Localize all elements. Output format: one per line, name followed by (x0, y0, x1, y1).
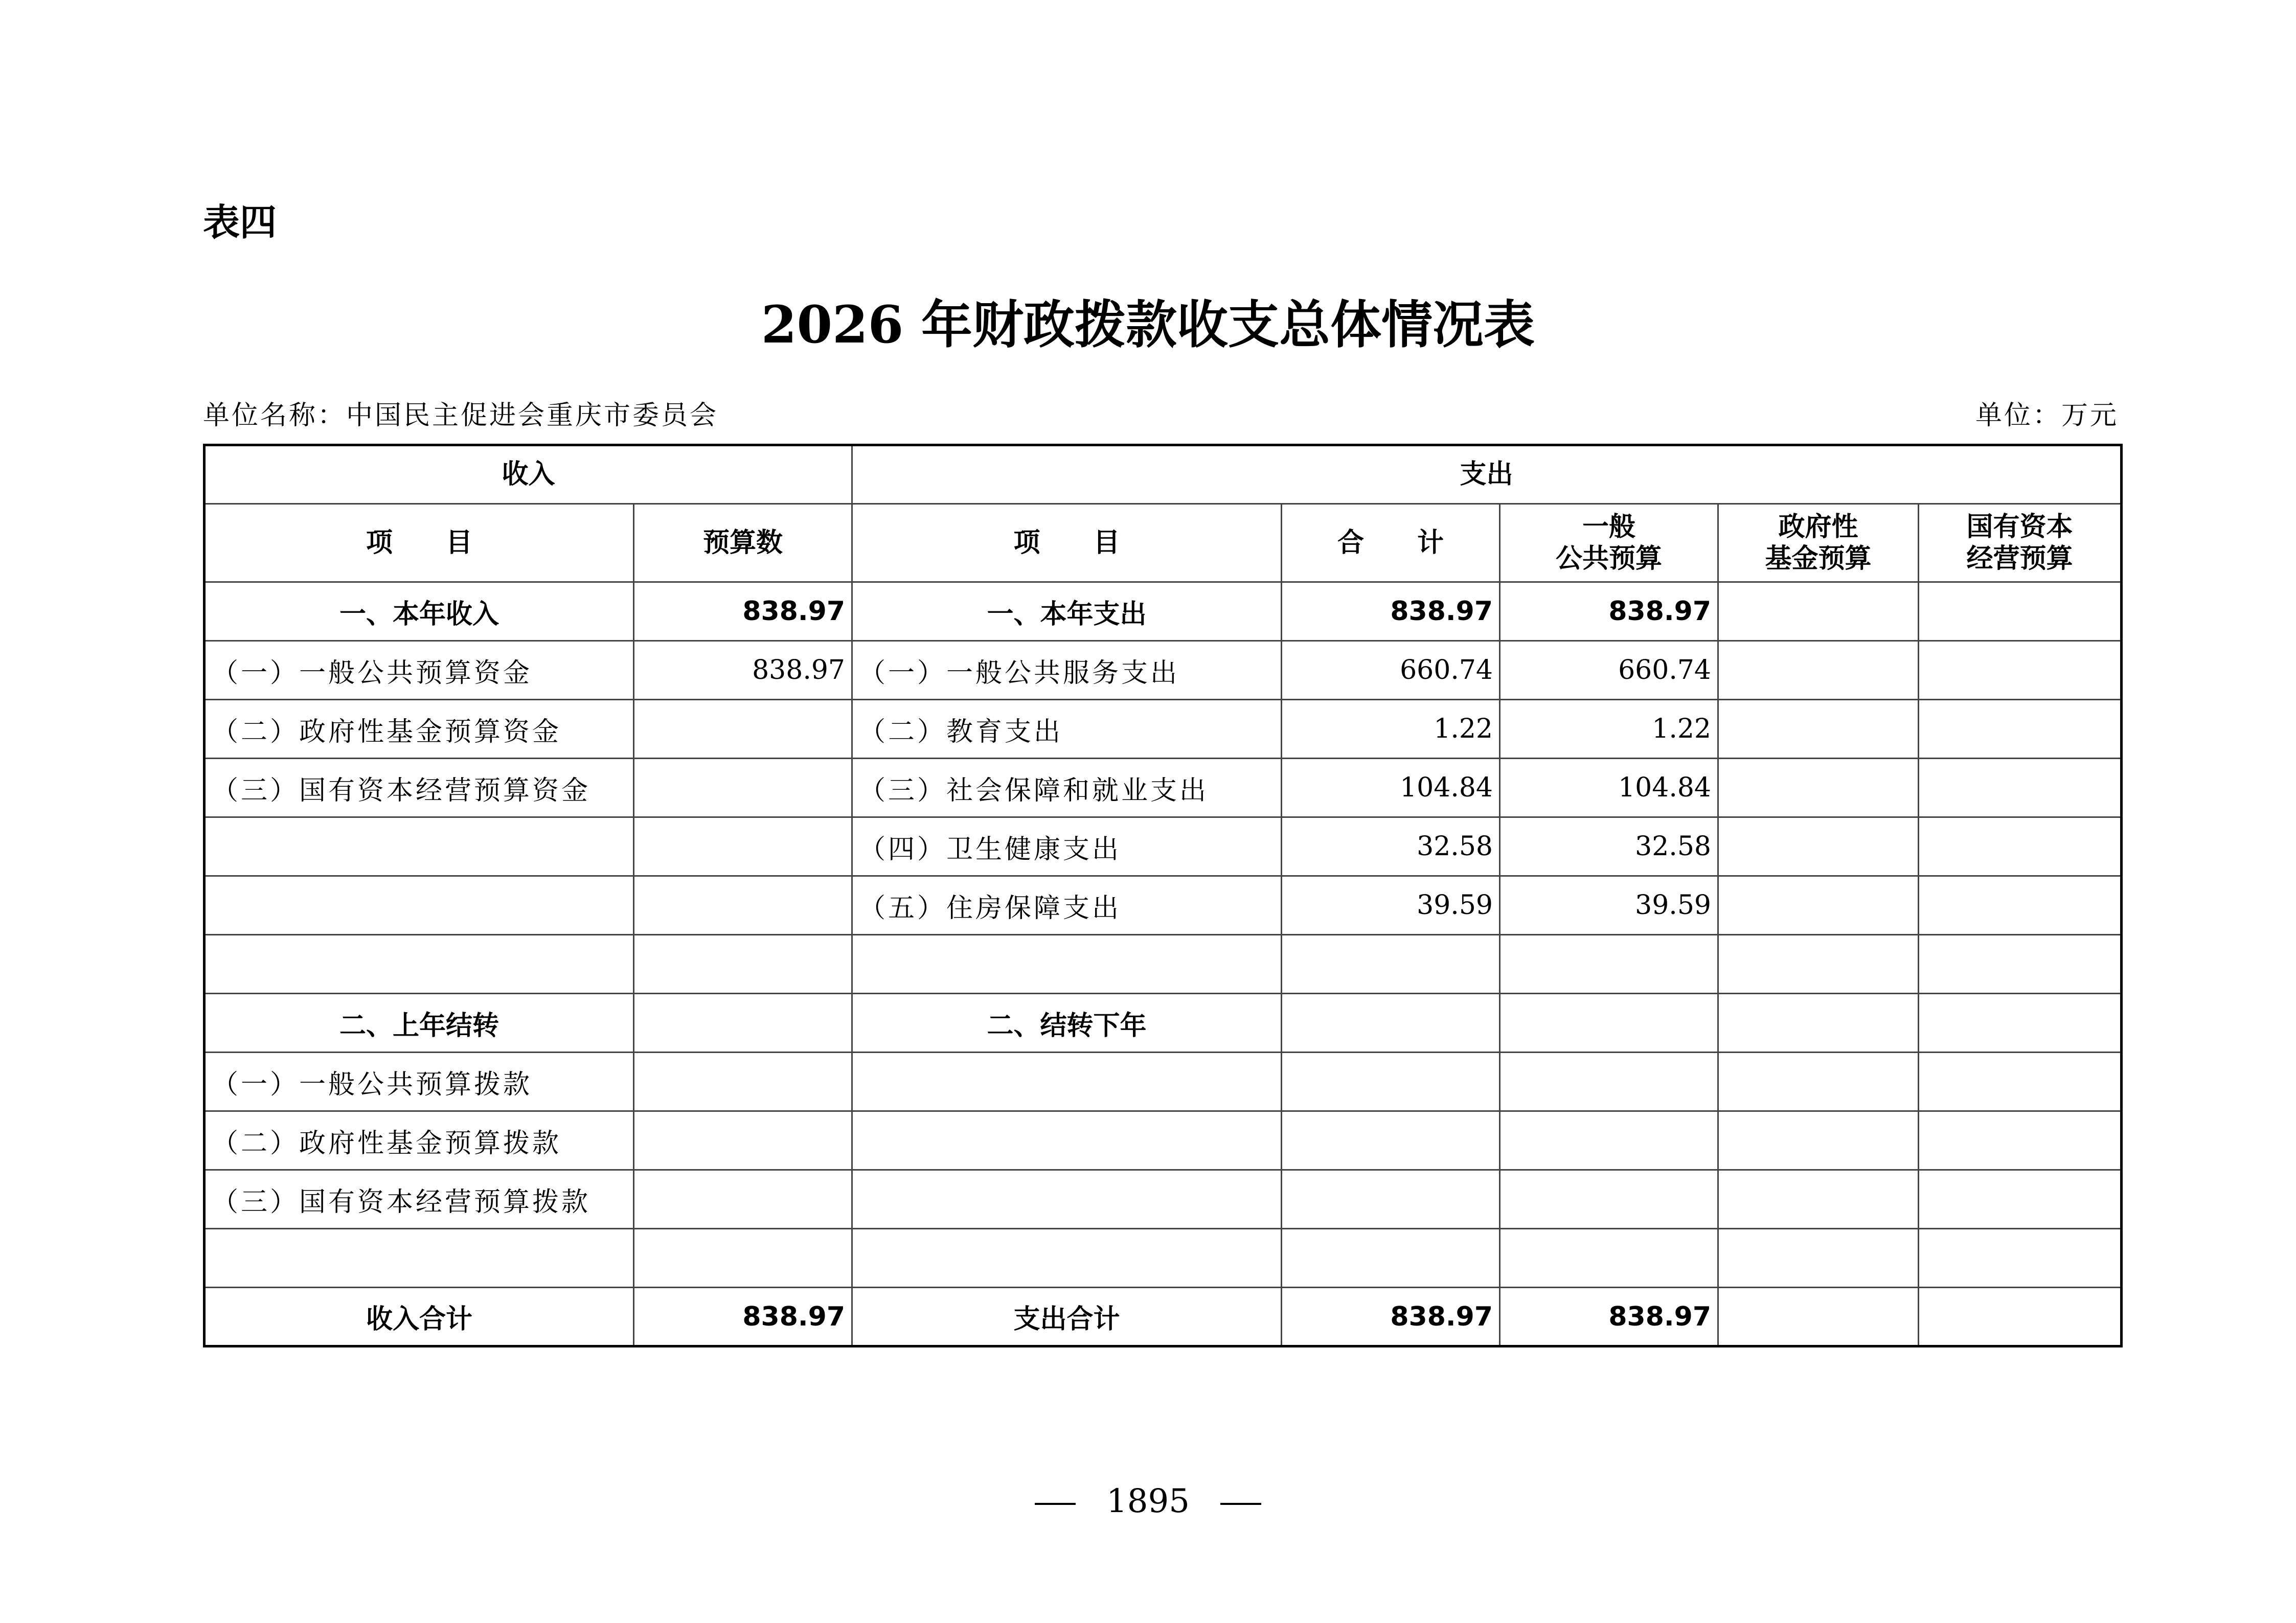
table-row (204, 876, 2122, 935)
col-header-state-capital-budget: 国有资本 经营预算 (1919, 504, 2122, 582)
expense-total-cell: 104.84 (1282, 759, 1500, 817)
income-value-cell (634, 1170, 852, 1229)
expense-fund-cell (1718, 1229, 1919, 1288)
income-item-cell: （一）一般公共预算拨款 (204, 1053, 634, 1111)
expense-state-cell (1919, 817, 2122, 876)
table-row (204, 641, 2122, 700)
expense-item-cell: （二）教育支出 (852, 700, 1282, 759)
income-value-cell: 838.97 (634, 1288, 852, 1346)
table-row (204, 759, 2122, 817)
table-row (204, 935, 2122, 994)
table-row (204, 817, 2122, 876)
expense-general-cell: 32.58 (1500, 817, 1718, 876)
expense-item-cell (852, 1053, 1282, 1111)
expense-item-cell (852, 1229, 1282, 1288)
expense-item-cell: 二、结转下年 (852, 994, 1282, 1053)
expense-general-cell (1500, 1229, 1718, 1288)
unit-name: 单位名称：中国民主促进会重庆市委员会 (203, 400, 719, 431)
expense-item-cell: （四）卫生健康支出 (852, 817, 1282, 876)
expense-item-cell: 支出合计 (852, 1288, 1282, 1346)
income-item-cell: （二）政府性基金预算资金 (204, 700, 634, 759)
income-value-cell (634, 700, 852, 759)
income-item-cell (204, 876, 634, 935)
expense-fund-cell (1718, 700, 1919, 759)
expense-total-cell: 32.58 (1282, 817, 1500, 876)
table-row (204, 1111, 2122, 1170)
expense-item-cell: 一、本年支出 (852, 582, 1282, 641)
header-row-columns (204, 504, 2122, 582)
col-header-expense-item: 项 目 (852, 504, 1282, 582)
expense-general-cell (1500, 1053, 1718, 1111)
income-value-cell (634, 935, 852, 994)
expense-total-cell (1282, 1170, 1500, 1229)
page-number: 1895 (0, 1482, 2296, 1520)
expense-state-cell (1919, 1288, 2122, 1346)
expense-general-cell: 838.97 (1500, 582, 1718, 641)
expense-total-cell: 838.97 (1282, 582, 1500, 641)
income-item-cell (204, 935, 634, 994)
expense-state-cell (1919, 1111, 2122, 1170)
expense-header: 支出 (852, 445, 2122, 504)
expense-item-cell (852, 1170, 1282, 1229)
expense-total-cell (1282, 1229, 1500, 1288)
expense-fund-cell (1718, 817, 1919, 876)
expense-fund-cell (1718, 1111, 1919, 1170)
expense-fund-cell (1718, 935, 1919, 994)
expense-general-cell (1500, 1170, 1718, 1229)
income-value-cell: 838.97 (634, 582, 852, 641)
table-row (204, 1053, 2122, 1111)
expense-general-cell (1500, 935, 1718, 994)
income-item-cell (204, 817, 634, 876)
expense-total-cell: 838.97 (1282, 1288, 1500, 1346)
col-header-general-budget: 一般 公共预算 (1500, 504, 1718, 582)
budget-table (203, 444, 2123, 1347)
dash-right (1220, 1503, 1261, 1505)
income-item-cell: （一）一般公共预算资金 (204, 641, 634, 700)
expense-item-cell: （一）一般公共服务支出 (852, 641, 1282, 700)
expense-general-cell: 39.59 (1500, 876, 1718, 935)
expense-total-cell: 39.59 (1282, 876, 1500, 935)
col-header-fund-budget: 政府性 基金预算 (1718, 504, 1919, 582)
income-value-cell (634, 1229, 852, 1288)
expense-fund-cell (1718, 1170, 1919, 1229)
table-row (204, 1170, 2122, 1229)
expense-total-cell (1282, 1053, 1500, 1111)
income-item-cell: （二）政府性基金预算拨款 (204, 1111, 634, 1170)
expense-fund-cell (1718, 582, 1919, 641)
expense-state-cell (1919, 582, 2122, 641)
income-value-cell (634, 759, 852, 817)
income-item-cell: 二、上年结转 (204, 994, 634, 1053)
income-value-cell: 838.97 (634, 641, 852, 700)
income-value-cell (634, 994, 852, 1053)
expense-general-cell: 104.84 (1500, 759, 1718, 817)
income-value-cell (634, 817, 852, 876)
unit-label: 单位：万元 (1975, 400, 2119, 431)
income-value-cell (634, 876, 852, 935)
income-item-cell: 一、本年收入 (204, 582, 634, 641)
income-item-cell: （三）国有资本经营预算资金 (204, 759, 634, 817)
dash-left (1035, 1503, 1076, 1505)
expense-fund-cell (1718, 1288, 1919, 1346)
expense-total-cell: 1.22 (1282, 700, 1500, 759)
expense-total-cell: 660.74 (1282, 641, 1500, 700)
table-row (204, 1288, 2122, 1346)
expense-item-cell (852, 1111, 1282, 1170)
expense-state-cell (1919, 935, 2122, 994)
expense-fund-cell (1718, 759, 1919, 817)
income-value-cell (634, 1111, 852, 1170)
expense-item-cell: （三）社会保障和就业支出 (852, 759, 1282, 817)
expense-general-cell: 1.22 (1500, 700, 1718, 759)
expense-state-cell (1919, 700, 2122, 759)
expense-item-cell (852, 935, 1282, 994)
expense-fund-cell (1718, 641, 1919, 700)
col-header-total: 合 计 (1282, 504, 1500, 582)
table-row (204, 1229, 2122, 1288)
expense-state-cell (1919, 876, 2122, 935)
expense-state-cell (1919, 641, 2122, 700)
expense-fund-cell (1718, 876, 1919, 935)
col-header-income-budget: 预算数 (634, 504, 852, 582)
expense-state-cell (1919, 759, 2122, 817)
header-row-top (204, 445, 2122, 504)
income-header: 收入 (204, 445, 852, 504)
income-item-cell: （三）国有资本经营预算拨款 (204, 1170, 634, 1229)
expense-item-cell: （五）住房保障支出 (852, 876, 1282, 935)
expense-state-cell (1919, 1229, 2122, 1288)
expense-general-cell (1500, 994, 1718, 1053)
expense-total-cell (1282, 994, 1500, 1053)
page-title: 2026 年财政拨款收支总体情况表 (761, 294, 1535, 355)
expense-fund-cell (1718, 1053, 1919, 1111)
expense-total-cell (1282, 1111, 1500, 1170)
income-item-cell (204, 1229, 634, 1288)
table-row (204, 700, 2122, 759)
expense-general-cell: 838.97 (1500, 1288, 1718, 1346)
expense-general-cell: 660.74 (1500, 641, 1718, 700)
income-value-cell (634, 1053, 852, 1111)
expense-state-cell (1919, 1170, 2122, 1229)
expense-state-cell (1919, 994, 2122, 1053)
table-tag: 表四 (203, 201, 277, 244)
expense-fund-cell (1718, 994, 1919, 1053)
income-item-cell: 收入合计 (204, 1288, 634, 1346)
expense-general-cell (1500, 1111, 1718, 1170)
expense-total-cell (1282, 935, 1500, 994)
table-row (204, 994, 2122, 1053)
expense-state-cell (1919, 1053, 2122, 1111)
col-header-income-item: 项 目 (204, 504, 634, 582)
table-row (204, 582, 2122, 641)
